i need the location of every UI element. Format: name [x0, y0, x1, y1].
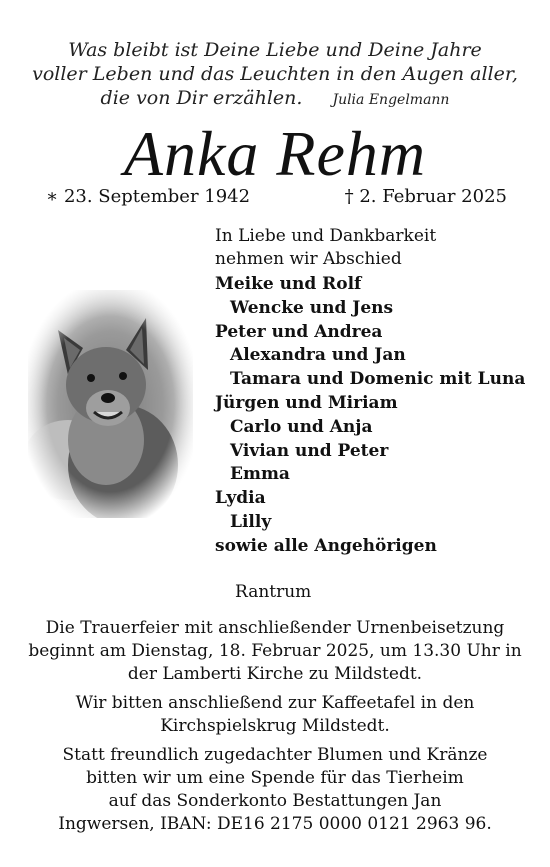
list-item: Vivian und Peter: [230, 440, 389, 461]
donation-info: [20, 744, 530, 836]
ceremony-line: Die Trauerfeier mit anschließender Urnenbeisetzung: [45, 618, 505, 638]
list-item: Wencke und Jens: [230, 297, 394, 318]
quote-line: die von Dir erzählen.: [100, 87, 303, 109]
farewell-line: In Liebe und Dankbarkeit: [215, 226, 437, 246]
dog-photo: [28, 290, 193, 518]
list-item: Alexandra und Jan: [230, 345, 406, 366]
memorial-quote: [0, 38, 550, 112]
family-list: [215, 273, 525, 559]
list-item: Tamara und Domenic mit Luna: [230, 369, 526, 390]
birth-date: ∗ 23. September 1942: [46, 186, 251, 207]
farewell-line: nehmen wir Abschied: [215, 249, 402, 269]
quote-last-line: [0, 86, 550, 112]
deceased-name: Anka Rehm: [123, 118, 427, 189]
coffee-info: [20, 692, 530, 738]
place-name: Rantrum: [235, 582, 312, 602]
list-item: Peter und Andrea: [215, 321, 383, 342]
ceremony-line: der Lamberti Kirche zu Mildstedt.: [127, 664, 423, 684]
list-item: Emma: [230, 464, 290, 485]
quote-line: Was bleibt ist Deine Liebe und Deine Jahre: [68, 39, 482, 61]
quote-author: Julia Engelmann: [332, 92, 450, 108]
death-date: † 2. Februar 2025: [344, 186, 507, 207]
list-item: sowie alle Angehörigen: [215, 535, 437, 556]
donation-line: auf das Sonderkonto Bestattungen Jan: [108, 791, 442, 811]
donation-line: bitten wir um eine Spende für das Tierheim: [86, 768, 464, 788]
ceremony-info: [20, 617, 530, 686]
coffee-line: Kirchspielskrug Mildstedt.: [160, 716, 390, 736]
list-item: Lilly: [230, 511, 272, 532]
quote-line: voller Leben und das Leuchten in den Augen aller,: [32, 63, 518, 85]
donation-line: Ingwersen, IBAN: DE16 2175 0000 0121 2963 96.: [58, 814, 492, 834]
coffee-line: Wir bitten anschließend zur Kaffeetafel in den: [75, 693, 475, 713]
dog-icon: [28, 290, 193, 518]
list-item: Carlo und Anja: [230, 416, 373, 437]
donation-line: Statt freundlich zugedachter Blumen und Kränze: [62, 745, 488, 765]
list-item: Jürgen und Miriam: [215, 392, 398, 413]
farewell-text: [215, 225, 436, 271]
list-item: Lydia: [215, 488, 266, 509]
list-item: Meike und Rolf: [215, 274, 362, 294]
ceremony-line: beginnt am Dienstag, 18. Februar 2025, um 13.30 Uhr in: [28, 641, 522, 661]
